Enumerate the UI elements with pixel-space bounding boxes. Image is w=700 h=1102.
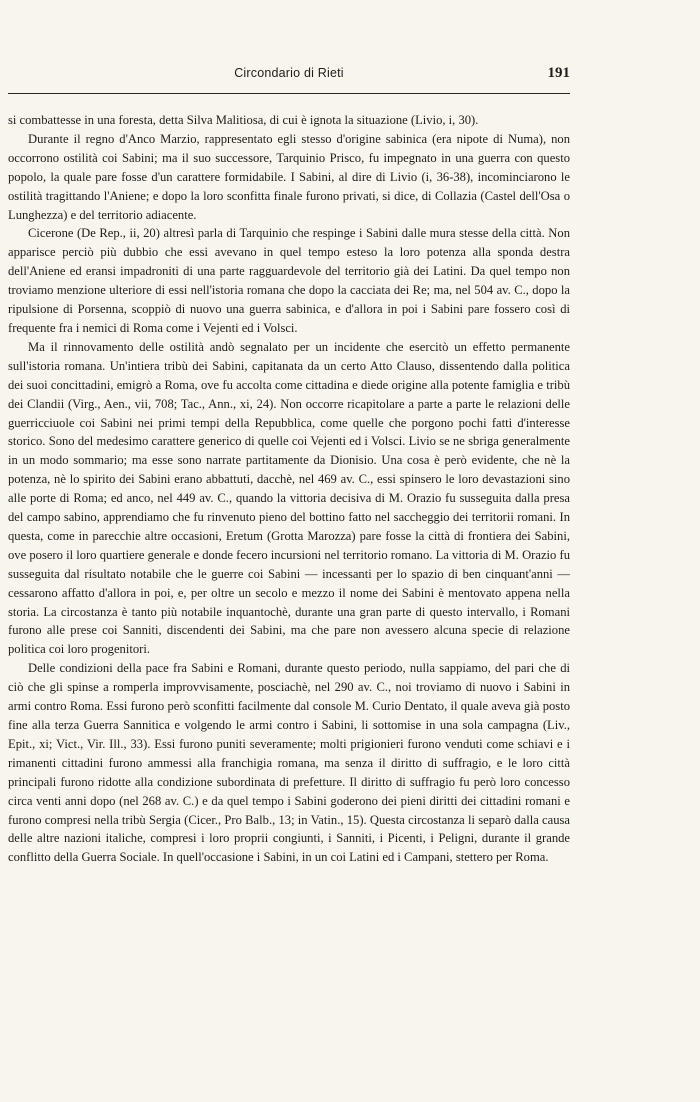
running-title: Circondario di Rieti [234, 66, 344, 80]
body-text [8, 111, 570, 867]
paragraph-1: si combattesse in una foresta, detta Silva Malitiosa, di cui è ignota la situazione (Livio, i, 30). [8, 113, 479, 127]
header-rule [8, 93, 570, 94]
page-number: 191 [547, 65, 570, 81]
page-header [8, 66, 570, 86]
paragraph-2: Durante il regno d'Anco Marzio, rappresentato egli stesso d'origine sabinica (era nipote di Numa), non occorrono ostilità coi Sabini; ma il suo successore, Tarquinio Prisco, fu impegnato in una guerra con questo popolo, la quale pare fosse d'un carattere formidabile. I Sabini, al dire di Livio (i, 36-38), incominciarono le ostilità tragittando l'Aniene; e dopo la loro sconfitta finale furono privati, si dice, di Collazia (Castel dell'Osa o Lunghezza) e del territorio adiacente. [8, 131, 570, 222]
paragraph-5: Delle condizioni della pace fra Sabini e Romani, durante questo periodo, nulla sappiamo, del pari che di ciò che gli spinse a romperla improvvisamente, posciachè, nel 290 av. C., noi troviamo di nuovo i Sabini in armi contro Roma. Essi furono però sconfitti facilmente dal console M. Curio Dentato, il quale aveva già posto fine alla terza Guerra Sannitica e volgendo le armi contro i Sabini, li sottomise in una sola campagna (Liv., Epit., xi; Vict., Vir. Ill., 33). Essi furono puniti severamente; molti prigionieri furono venduti come schiavi e i rimanenti cittadini furono ammessi alla franchigia romana, ma senza il diritto di suffragio, e le loro città principali furono ridotte alla condizione subordinata di prefetture. Il diritto di suffragio fu però loro concesso circa venti anni dopo (nel 268 av. C.) e da quel tempo i Sabini goderono dei pieni diritti dei cittadini romani e furono compresi nella tribù Sergia (Cicer., Pro Balb., 13; in Vatin., 15). Questa circostanza li separò dalla causa delle altre nazioni italiche, compresi i loro proprii congiunti, i Sanniti, i Picenti, i Peligni, durante il grande conflitto della Guerra Sociale. In quell'occasione i Sabini, in un coi Latini ed i Campani, stettero per Roma. [8, 661, 570, 865]
paragraph-4: Ma il rinnovamento delle ostilità andò segnalato per un incidente che esercitò un effetto permanente sull'istoria romana. Un'intiera tribù dei Sabini, capitanata da un certo Atto Clauso, dissentendo dalla politica dei suoi concittadini, emigrò a Roma, ove fu accolta come cittadina e diede origine alla potente famiglia e tribù dei Clandii (Virg., Aen., vii, 708; Tac., Ann., xi, 24). Non occorre ricapitolare a parte a parte le relazioni delle guerricciuole coi Sabini nei primi tempi della Repubblica, come quelle che porgono pochi fatti d'interesse storico. Sono del medesimo carattere generico di quelle coi Vejenti ed i Volsci. Livio se ne sbriga generalmente in un modo sommario; ma esse sono narrate partitamente da Dionisio. Una cosa è però evidente, che nè la potenza, nè lo spirito dei Sabini erano abbattuti, dacchè, nel 469 av. C., essi spinsero le loro devastazioni sino alle porte di Roma; ed anco, nel 449 av. C., quando la vittoria decisiva di M. Orazio fu susseguita dalla presa del campo sabino, apprendiamo che fu rinvenuto pieno del bottino fatto nel saccheggio dei territorii romani. In questa, come in parecchie altre occasioni, Eretum (Grotta Marozza) pare fosse la città di frontiera dei Sabini, ove posero il loro quartiere generale e donde fecero incursioni nel territorio romano. La vittoria di M. Orazio fu susseguita dal risultato notabile che le guerre coi Sabini — incessanti per lo spazio di ben cinquant'anni — cessarono affatto d'allora in poi, e, per oltre un secolo e mezzo il nome dei Sabini è mentovato appena nella storia. La circostanza è tanto più notabile inquantochè, durante una gran parte di questo intervallo, i Romani furono alle prese coi Sanniti, discendenti dei Sabini, ma che pare non avessero alcuna specie di relazione politica coi loro progenitori. [8, 339, 570, 657]
paragraph-3: Cicerone (De Rep., ii, 20) altresì parla di Tarquinio che respinge i Sabini dalle mura stesse della città. Non apparisce perciò più dubbio che essi avevano in quel tempo esteso la loro potenza alla sponda destra dell'Aniene ed eransi impadroniti di una parte ragguardevole del territorio già dei Latini. Da quel tempo non troviamo menzione ulteriore di essi nell'istoria romana che dopo la cacciata dei Re; ma, nel 504 av. C., dopo la ripulsione di Porsenna, scoppiò di nuovo una guerra sabinica, e d'allora in poi i Sabini pare fossero così di frequente fra i nemici di Roma come i Vejenti ed i Volsci. [8, 226, 570, 335]
